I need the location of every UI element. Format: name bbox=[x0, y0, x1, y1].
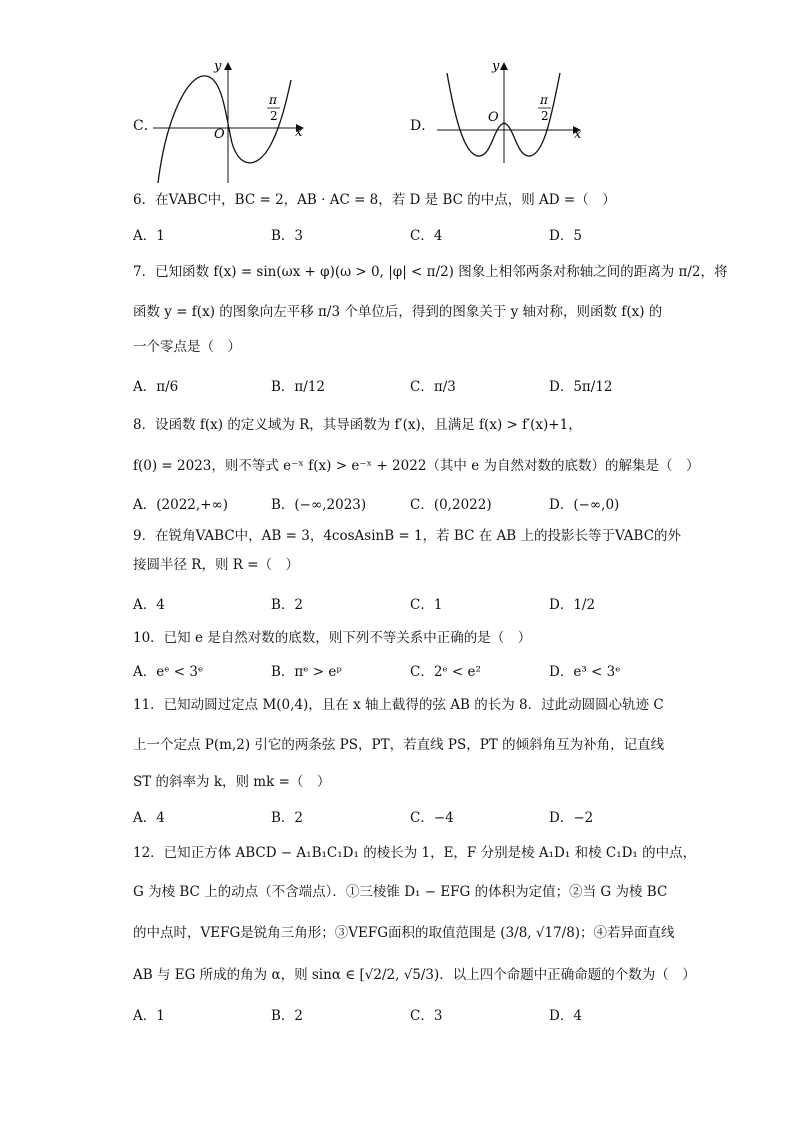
option-d: D．4 bbox=[549, 1008, 582, 1024]
y-axis-label: y bbox=[214, 59, 222, 74]
option-d: D．−2 bbox=[549, 810, 594, 826]
option-c: C．π/3 bbox=[410, 379, 456, 395]
question-9-line-1: 9．在锐角VABC中，AB = 3，4cosAsinB = 1，若 BC 在 AB 上的投影长等于VABC的外 bbox=[133, 528, 682, 544]
origin-label: O bbox=[214, 127, 225, 142]
graph-d-label: D． bbox=[410, 118, 436, 134]
option-d: D．5π/12 bbox=[549, 379, 613, 395]
question-10-stem: 10．已知 e 是自然对数的底数，则下列不等关系中正确的是（ ） bbox=[133, 630, 532, 646]
question-12-line-2: G 为棱 BC 上的动点（不含端点）．①三棱锥 D₁ − EFG 的体积为定值；②当 G 为棱 BC bbox=[133, 884, 668, 900]
question-7-line-3: 一个零点是（ ） bbox=[133, 339, 241, 355]
tick-two: 2 bbox=[541, 109, 549, 123]
option-b: B．3 bbox=[271, 228, 304, 244]
tick-two: 2 bbox=[270, 109, 278, 123]
question-12-line-4: AB 与 EG 所成的角为 α，则 sinα ∈ [√2/2, √5/3)．以上四个命题中正确命题的个数为（ ） bbox=[133, 967, 696, 983]
option-a: A．4 bbox=[133, 597, 165, 613]
question-8-line-2: f(0) = 2023，则不等式 e⁻ˣ f(x) > e⁻ˣ + 2022（其中 e 为自然对数的底数）的解集是（ ） bbox=[133, 458, 700, 474]
option-d: D．5 bbox=[549, 228, 582, 244]
question-11-line-3: ST 的斜率为 k，则 mk =（ ） bbox=[133, 774, 331, 790]
option-b: B．2 bbox=[271, 1008, 304, 1024]
option-b: B．(−∞,2023) bbox=[271, 497, 367, 513]
option-c: C．4 bbox=[410, 228, 443, 244]
option-d: D．e³ < 3ᵉ bbox=[549, 664, 621, 680]
option-c: C．1 bbox=[410, 597, 443, 613]
option-c: C．2ᵉ < e² bbox=[410, 664, 481, 680]
graph-c bbox=[148, 58, 318, 188]
question-11-line-1: 11．已知动圆过定点 M(0,4)，且在 x 轴上截得的弦 AB 的长为 8．过此动圆圆心轨迹 C bbox=[133, 697, 664, 713]
origin-label: O bbox=[488, 110, 499, 125]
option-b: B．π/12 bbox=[271, 379, 326, 395]
graph-d bbox=[432, 58, 592, 168]
x-axis-label: x bbox=[574, 127, 582, 142]
tick-pi: π bbox=[540, 93, 548, 107]
question-6-stem: 6．在VABC中，BC = 2，AB · AC = 8，若 D 是 BC 的中点，则 AD =（ ） bbox=[133, 192, 616, 208]
tick-pi: π bbox=[269, 93, 277, 107]
option-b: B．2 bbox=[271, 597, 304, 613]
question-8-line-1: 8．设函数 f(x) 的定义域为 R，其导函数为 f′(x)，且满足 f(x) > f′(x)+1， bbox=[133, 417, 582, 433]
option-a: A．eᵉ < 3ᵉ bbox=[133, 664, 204, 680]
option-b: B．2 bbox=[271, 810, 304, 826]
option-c: C．−4 bbox=[410, 810, 454, 826]
question-7-line-1: 7．已知函数 f(x) = sin(ωx + φ)(ω > 0, |φ| < π/2) 图象上相邻两条对称轴之间的距离为 π/2，将 bbox=[133, 264, 728, 280]
graph-c-label: C． bbox=[133, 118, 158, 134]
question-12-line-3: 的中点时，VEFG是锐角三角形；③VEFG面积的取值范围是 (3/8, √17/8)；④若异面直线 bbox=[133, 925, 675, 941]
option-a: A．1 bbox=[133, 228, 165, 244]
option-d: D．1/2 bbox=[549, 597, 596, 613]
option-c: C．3 bbox=[410, 1008, 443, 1024]
x-axis-label: x bbox=[295, 125, 303, 140]
question-11-line-2: 上一个定点 P(m,2) 引它的两条弦 PS，PT，若直线 PS，PT 的倾斜角互为补角，记直线 bbox=[133, 737, 665, 753]
option-d: D．(−∞,0) bbox=[549, 497, 620, 513]
question-12-line-1: 12．已知正方体 ABCD − A₁B₁C₁D₁ 的棱长为 1，E，F 分别是棱 A₁D₁ 和棱 C₁D₁ 的中点， bbox=[133, 845, 697, 861]
option-a: A．π/6 bbox=[133, 379, 179, 395]
option-b: B．πᵉ > eᵖ bbox=[271, 664, 342, 680]
option-c: C．(0,2022) bbox=[410, 497, 492, 513]
option-a: A．(2022,+∞) bbox=[133, 497, 228, 513]
y-axis-label: y bbox=[492, 59, 500, 74]
option-a: A．1 bbox=[133, 1008, 165, 1024]
question-9-line-2: 接圆半径 R，则 R =（ ） bbox=[133, 557, 300, 573]
option-a: A．4 bbox=[133, 810, 165, 826]
question-7-line-2: 函数 y = f(x) 的图象向左平移 π/3 个单位后，得到的图象关于 y 轴对称，则函数 f(x) 的 bbox=[133, 304, 663, 320]
